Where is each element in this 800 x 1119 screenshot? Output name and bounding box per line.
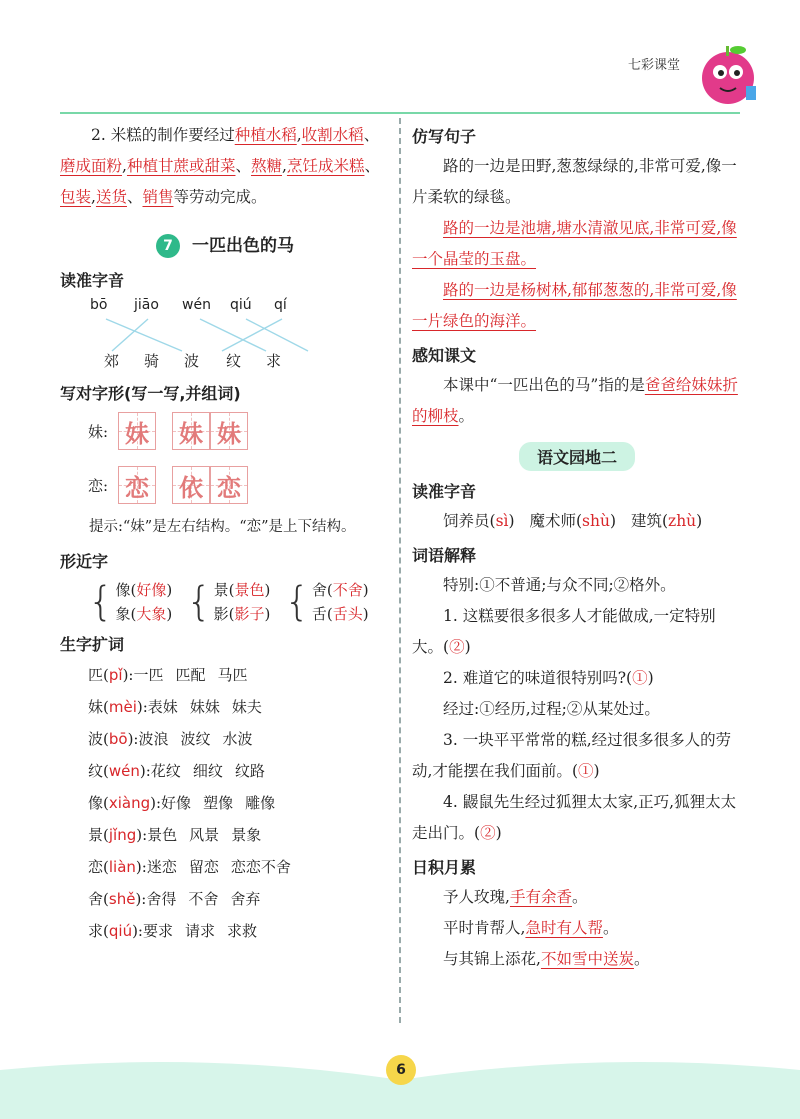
answer-sentence: 路的一边是杨树林,郁郁葱葱的,非常可爱,像一片绿色的海洋。: [412, 281, 737, 330]
proverb: 平时肯帮人,急时有人帮。: [443, 919, 619, 937]
pinyin-match: [60, 295, 390, 375]
section-title: 生字扩词: [60, 635, 125, 654]
section-title: 感知课文: [412, 346, 477, 365]
proverb: 予人玫瑰,手有余香。: [443, 888, 588, 906]
list-item: 妹(mèi):表妹 妹妹 妹夫: [88, 698, 262, 716]
list-item: 景(jǐng):景色 风景 景象: [88, 826, 262, 844]
lesson-title: 7 一匹出色的马: [60, 231, 390, 258]
question: 1. 这糕要很多很多人才能做成,一定特别大。(②): [412, 607, 716, 656]
char-4: 纹: [226, 352, 242, 370]
item2-text: 2. 米糕的制作要经过种植水稻,收割水稻、磨成面粉,种植甘蔗或甜菜、熬糖,烹饪成米糕、包装,送货、销售等劳动完成。: [60, 126, 380, 206]
word-expansion-list: [60, 659, 390, 947]
section-title: 形近字: [60, 552, 109, 571]
page-number: 6: [386, 1055, 416, 1085]
tian-cell: 恋: [210, 466, 248, 504]
section-title: 读准字音: [60, 271, 125, 290]
header-rule: [60, 112, 740, 114]
list-item: 波(bō):波浪 波纹 水波: [88, 730, 253, 748]
lesson-number: 7: [156, 234, 180, 258]
writing-row: 恋: 恋 依 恋: [88, 466, 390, 504]
list-item: 恋(liàn):迷恋 留恋 恋恋不舍: [88, 858, 291, 876]
example-sentence: 路的一边是田野,葱葱绿绿的,非常可爱,像一片柔软的绿毯。: [412, 157, 737, 206]
pinyin-3: wén: [182, 297, 211, 313]
unit-banner: 语文园地二: [412, 442, 742, 471]
question: 2. 难道它的味道很特别吗?(①): [443, 669, 654, 687]
section-title: 读准字音: [412, 482, 477, 501]
answer-sentence: 路的一边是池塘,塘水清澈见底,非常可爱,像一个晶莹的玉盘。: [412, 219, 737, 268]
list-item: 像(xiàng):好像 塑像 雕像: [88, 794, 276, 812]
writing-hint: 提示:“妹”是左右结构。“恋”是上下结构。: [89, 519, 356, 535]
right-column: [412, 118, 742, 975]
column-divider: [399, 118, 401, 1023]
pinyin-1: bō: [90, 297, 108, 313]
tian-cell: 妹: [210, 412, 248, 450]
similar-group: { 舍(不舍) 舌(舌头): [284, 579, 369, 625]
left-column: [60, 118, 390, 947]
char-2: 骑: [144, 352, 160, 370]
section-title: 仿写句子: [412, 127, 477, 146]
similar-chars: [88, 578, 390, 626]
tian-cell: 妹: [118, 412, 156, 450]
brand-label: 七彩课堂: [628, 58, 681, 73]
pinyin-5: qí: [274, 297, 287, 313]
char-5: 求: [266, 352, 282, 370]
question: 4. 鼹鼠先生经过狐狸太太家,正巧,狐狸太太走出门。(②): [412, 793, 737, 842]
definition: 经过:①经历,过程;②从某处过。: [443, 700, 660, 718]
ganzhi-text: 本课中“一匹出色的马”指的是爸爸给妹妹折的柳枝。: [412, 376, 738, 425]
list-item: 舍(shě):舍得 不舍 舍弃: [88, 890, 261, 908]
list-item: 纹(wén):花纹 细纹 纹路: [88, 762, 265, 780]
writing-row: 妹: 妹 妹 妹: [88, 412, 390, 450]
char-3: 波: [184, 352, 200, 370]
tian-cell: 依: [172, 466, 210, 504]
section-title: 词语解释: [412, 546, 477, 565]
tian-cell: 妹: [172, 412, 210, 450]
tian-cell: 恋: [118, 466, 156, 504]
proverb: 与其锦上添花,不如雪中送炭。: [443, 950, 650, 968]
question: 3. 一块平平常常的糕,经过很多很多人的劳动,才能摆在我们面前。(①): [412, 731, 732, 780]
section-title: 写对字形(写一写,并组词): [60, 384, 241, 403]
list-item: 求(qiú):要求 请求 求救: [88, 922, 258, 940]
similar-group: { 像(好像) 象(大象): [88, 579, 173, 625]
list-item: 匹(pǐ):一匹 匹配 马匹: [88, 666, 248, 684]
similar-group: { 景(景色) 影(影子): [186, 579, 271, 625]
section-title: 日积月累: [412, 858, 477, 877]
pinyin-items: 饲养员(sì) 魔术师(shù) 建筑(zhù): [443, 512, 703, 530]
pinyin-4: qiú: [230, 297, 252, 313]
char-1: 郊: [104, 352, 120, 370]
pinyin-2: jiāo: [134, 297, 159, 313]
apple-mascot-icon: [686, 40, 766, 110]
definition: 特别:①不普通;与众不同;②格外。: [443, 576, 676, 594]
